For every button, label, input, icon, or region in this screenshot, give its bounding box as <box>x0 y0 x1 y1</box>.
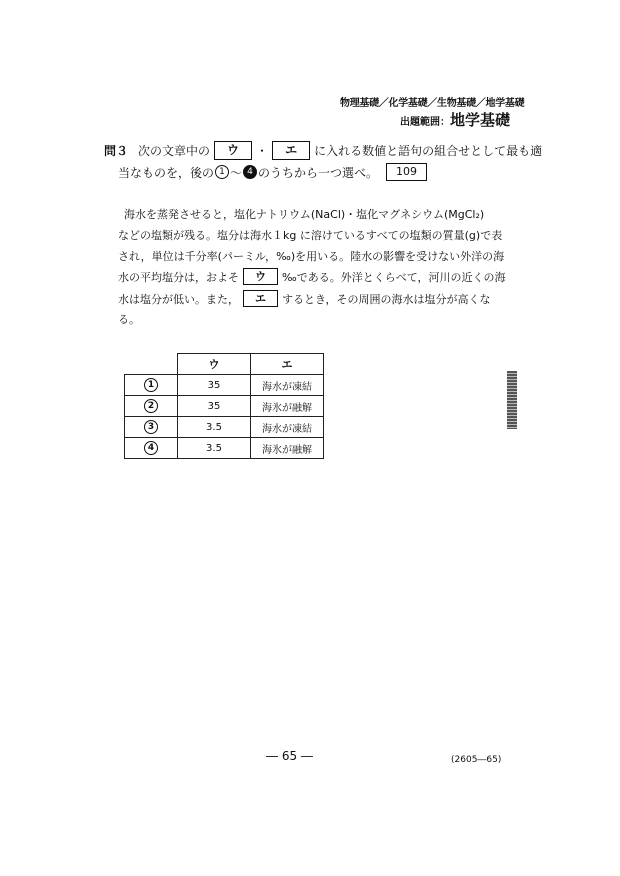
passage-line <box>118 290 491 307</box>
exam-scope-value: 地学基礎 <box>450 111 511 129</box>
page-code: (2605―65) <box>451 755 502 765</box>
column-header-e: エ <box>251 354 324 375</box>
cell-u: 35 <box>178 375 251 396</box>
choice-number-icon: 4 <box>144 441 158 455</box>
range-separator: ～ <box>230 165 243 180</box>
table-row <box>125 396 324 417</box>
passage-text: するとき，その周囲の海水は塩分が高くな <box>282 292 491 306</box>
table-row <box>125 438 324 459</box>
blank-separator: ・ <box>256 144 269 158</box>
choice-number-icon: 4 <box>243 165 257 179</box>
exam-scope-label: 出題範囲： <box>400 117 450 128</box>
answer-table <box>124 353 324 459</box>
column-header-u: ウ <box>178 354 251 375</box>
side-margin-mark <box>507 371 517 429</box>
cell-e: 海水が凍結 <box>251 375 324 396</box>
passage-text: ‰である。外洋とくらべて，河川の近くの海 <box>282 270 506 284</box>
page-number: ― 65 ― <box>266 749 313 763</box>
answer-number-box: 109 <box>386 163 427 181</box>
question-text: 次の文章中の <box>138 144 211 158</box>
table-row <box>125 375 324 396</box>
passage-line: され，単位は千分率(パーミル，‰)を用いる。陸水の影響を受けない外洋の海 <box>118 250 505 263</box>
cell-u: 3.5 <box>178 438 251 459</box>
choice-number-icon: 2 <box>144 399 158 413</box>
exam-scope <box>400 109 510 130</box>
choice-number-icon: 1 <box>215 165 229 179</box>
table-corner <box>125 354 178 375</box>
choice-number-icon: 3 <box>144 420 158 434</box>
subject-list: 物理基礎／化学基礎／生物基礎／地学基礎 <box>340 98 525 109</box>
blank-box-e: エ <box>243 290 278 307</box>
table-row <box>125 417 324 438</box>
passage-line <box>118 268 506 285</box>
passage-text: 水の平均塩分は，およそ <box>118 270 239 284</box>
question-line-2 <box>118 163 427 181</box>
cell-u: 3.5 <box>178 417 251 438</box>
question-line-1 <box>104 141 542 160</box>
cell-e: 海水が凍結 <box>251 417 324 438</box>
question-text: 当なものを，後の <box>118 165 215 180</box>
cell-u: 35 <box>178 396 251 417</box>
question-text: のうちから一つ選べ。 <box>258 165 379 180</box>
blank-box-u: ウ <box>214 141 252 160</box>
passage-text: 水は塩分が低い。また， <box>118 292 239 306</box>
passage-line: る。 <box>118 313 140 326</box>
cell-e: 海氷が融解 <box>251 396 324 417</box>
choice-number-icon: 1 <box>144 378 158 392</box>
passage-line: などの塩類が残る。塩分は海水１kg に溶けているすべての塩類の質量(g)で表 <box>118 229 503 242</box>
cell-e: 海氷が融解 <box>251 438 324 459</box>
question-text: に入れる数値と語句の組合せとして最も適 <box>314 144 543 158</box>
passage-line: 海水を蒸発させると，塩化ナトリウム(NaCl)・塩化マグネシウム(MgCl₂) <box>124 208 485 221</box>
blank-box-u: ウ <box>243 268 278 285</box>
table-header-row <box>125 354 324 375</box>
question-number: 問３ <box>104 144 129 158</box>
blank-box-e: エ <box>272 141 310 160</box>
